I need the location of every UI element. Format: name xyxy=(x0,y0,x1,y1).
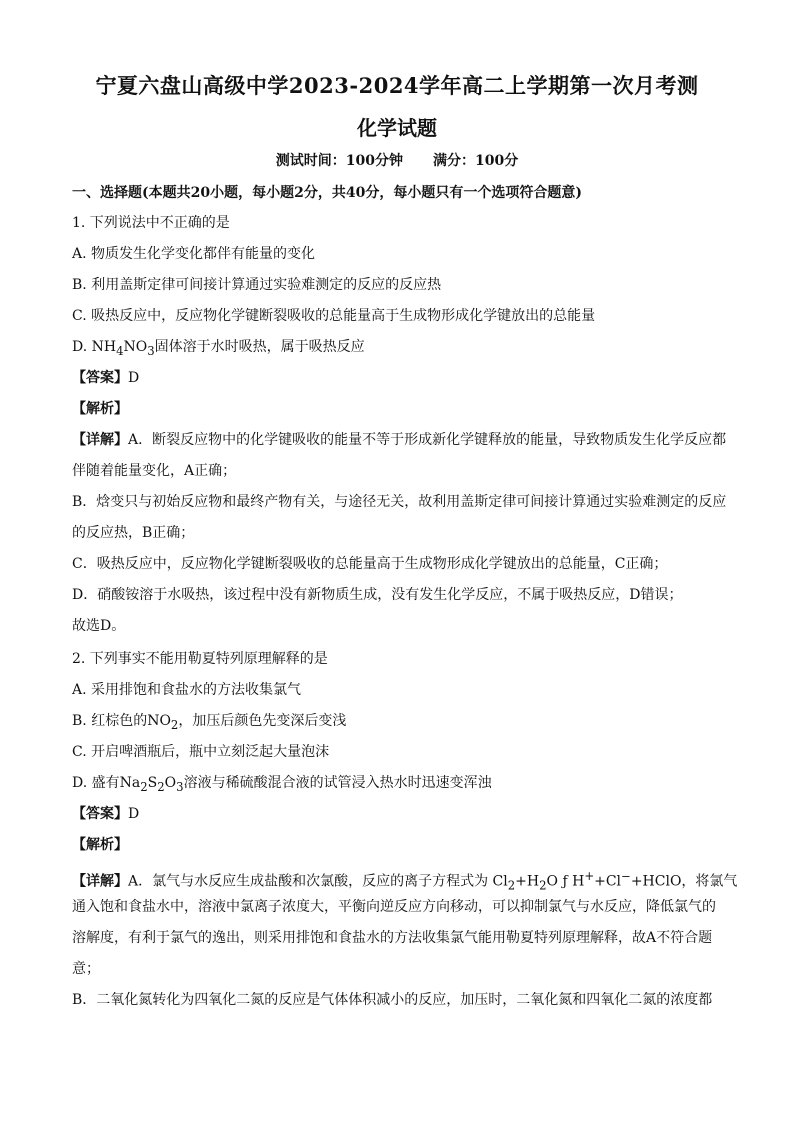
q2-option-d: D. 盛有$Na_2S_2O_3$溶液与稀硫酸混合液的试管浸入热水时迅速变浑浊 xyxy=(72,775,492,794)
q2-detail-5: B．二氧化氮转化为四氧化二氮的反应是气体体积减小的反应，加压时，二氧化氮和四氧化二氮的浓度都 xyxy=(72,992,713,1008)
q1-detail-5: C．吸热反应中，反应物化学键断裂吸收的总能量高于生成物形成化学键放出的总能量，C正确； xyxy=(72,556,668,572)
subject-title: 化学试题 xyxy=(357,116,437,140)
q2-detail-3: 溶解度，有利于氯气的逸出，则采用排饱和食盐水的方法收集氯气能用勒夏特列原理解释，故A不符合题 xyxy=(72,930,713,946)
q1-detail-1: 【详解】A．断裂反应物中的化学键吸收的能量不等于形成新化学键释放的能量，导致物质发生化学反应都 xyxy=(72,432,727,448)
exam-meta xyxy=(0,150,794,170)
q1-detail-6: D．硝酸铵溶于水吸热，该过程中没有新物质生成，没有发生化学反应，不属于吸热反应，D错误； xyxy=(72,587,683,603)
q2-detail-4: 意； xyxy=(72,961,100,977)
full-score: 满分：100分 xyxy=(433,153,519,169)
q2-option-a: A. 采用排饱和食盐水的方法收集氯气 xyxy=(72,682,302,698)
q2-option-b: B. 红棕色的$NO_2$，加压后颜色先变深后变浅 xyxy=(72,713,347,732)
exam-title: 宁夏六盘山高级中学2023-2024学年高二上学期第一次月考测 xyxy=(95,73,699,98)
q1-option-a: A. 物质发生化学变化都伴有能量的变化 xyxy=(72,246,316,262)
q1-analysis-tag: 【解析】 xyxy=(72,401,128,417)
q2-stem: 2. 下列事实不能用勒夏特列原理解释的是 xyxy=(72,651,328,667)
q1-detail-4: 的反应热，B正确； xyxy=(72,525,195,541)
q1-option-b: B. 利用盖斯定律可间接计算通过实验难测定的反应的反应热 xyxy=(72,277,442,293)
q2-detail-1: 【详解】A．氯气与水反应生成盐酸和次氯酸，反应的离子方程式为 $Cl_2+H_2O$ ƒ H++Cl−+HClO，将氯气 xyxy=(72,869,738,893)
section-heading: 一、选择题(本题共20小题，每小题2分，共40分，每小题只有一个选项符合题意) xyxy=(72,185,582,201)
q1-option-d: D. $NH_4NO_3$固体溶于水时吸热，属于吸热反应 xyxy=(72,339,365,358)
q2-option-c: C. 开启啤酒瓶后，瓶中立刻泛起大量泡沫 xyxy=(72,744,330,760)
q1-option-c: C. 吸热反应中，反应物化学键断裂吸收的总能量高于生成物形成化学键放出的总能量 xyxy=(72,308,596,324)
q1-detail-3: B．焓变只与初始反应物和最终产物有关，与途径无关，故利用盖斯定律可间接计算通过实验难测定的反应 xyxy=(72,494,727,510)
test-time: 测试时间：100分钟 xyxy=(275,153,403,169)
q1-answer: 【答案】D xyxy=(72,370,140,386)
q1-detail-2: 伴随着能量变化，A正确； xyxy=(72,463,237,479)
q2-analysis-tag: 【解析】 xyxy=(72,837,128,853)
q2-answer: 【答案】D xyxy=(72,806,140,822)
q1-detail-7: 故选D。 xyxy=(72,618,126,634)
q2-detail-2: 通入饱和食盐水中，溶液中氯离子浓度大，平衡向逆反应方向移动，可以抑制氯气与水反应，降低氯气的 xyxy=(72,899,716,915)
q1-stem: 1. 下列说法中不正确的是 xyxy=(72,215,230,231)
